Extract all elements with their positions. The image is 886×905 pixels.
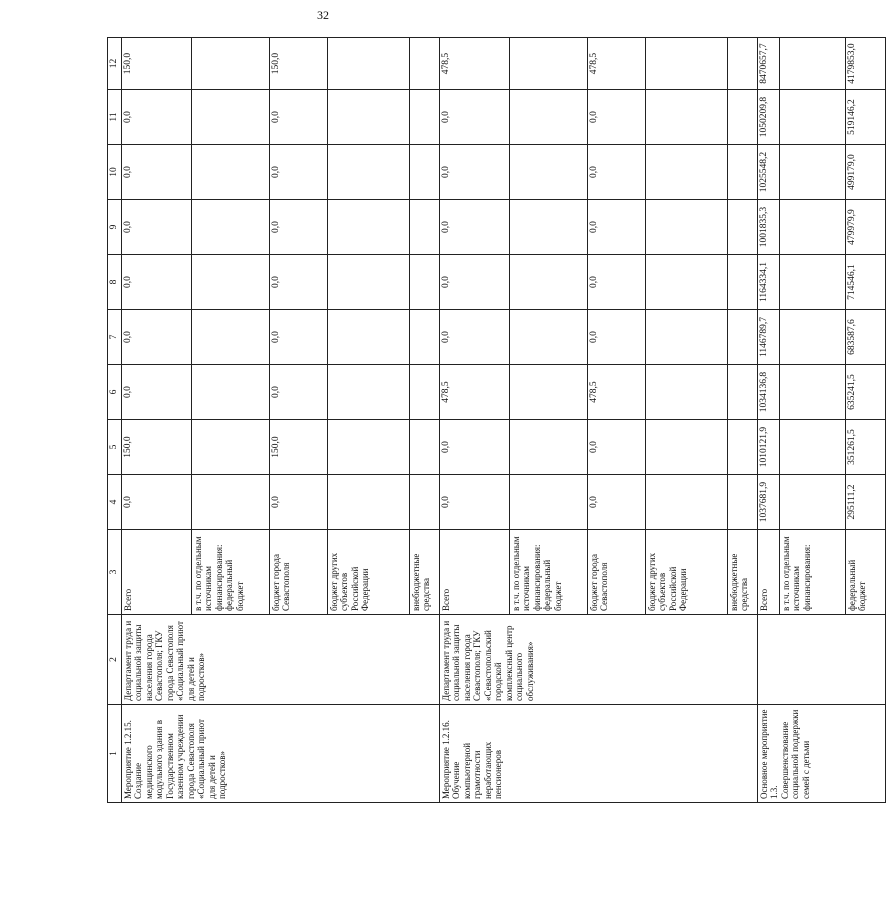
- value-cell: 295111,2: [845, 475, 885, 530]
- value-cell: 1010121,9: [757, 420, 779, 475]
- value-cell: [191, 365, 269, 420]
- value-cell: [327, 145, 409, 200]
- value-cell: [645, 145, 727, 200]
- value-cell: 351261,5: [845, 420, 885, 475]
- value-cell: 0,0: [121, 255, 191, 310]
- value-cell: [327, 200, 409, 255]
- value-cell: [327, 310, 409, 365]
- source-cell: бюджет других субъектов Российской Федерации: [327, 530, 409, 615]
- value-cell: [327, 420, 409, 475]
- value-cell: 1037681,9: [757, 475, 779, 530]
- value-cell: 714546,1: [845, 255, 885, 310]
- value-cell: 1001835,3: [757, 200, 779, 255]
- value-cell: [409, 475, 439, 530]
- value-cell: 519146,2: [845, 90, 885, 145]
- value-cell: 0,0: [121, 145, 191, 200]
- value-cell: [779, 90, 845, 145]
- source-cell: бюджет города Севастополя: [587, 530, 645, 615]
- rotated-table-wrapper: [107, 38, 867, 803]
- value-cell: [191, 420, 269, 475]
- value-cell: [409, 365, 439, 420]
- value-cell: [409, 200, 439, 255]
- column-number: 1: [108, 705, 122, 803]
- value-cell: [327, 90, 409, 145]
- value-cell: 0,0: [587, 255, 645, 310]
- source-cell: федеральный бюджет: [845, 530, 885, 615]
- column-number: 12: [108, 38, 122, 90]
- source-cell: бюджет города Севастополя: [269, 530, 327, 615]
- value-cell: [509, 38, 587, 90]
- measure-cell: Мероприятие 1.2.16. Обучение компьютерной грамотности неработающих пенсионеров: [439, 705, 757, 803]
- value-cell: 0,0: [269, 475, 327, 530]
- executor-cell: Департамент труда и социальной защиты населения города Севастополя; ГКУ города Севастополя «Социальный приют для детей и подростков»: [121, 615, 439, 705]
- value-cell: [327, 365, 409, 420]
- value-cell: 0,0: [121, 200, 191, 255]
- value-cell: [645, 420, 727, 475]
- page-number: 32: [317, 8, 329, 22]
- value-cell: [727, 475, 757, 530]
- value-cell: [409, 255, 439, 310]
- value-cell: [727, 90, 757, 145]
- value-cell: 150,0: [121, 420, 191, 475]
- value-cell: 0,0: [587, 310, 645, 365]
- value-cell: [327, 475, 409, 530]
- source-cell: Всего: [439, 530, 509, 615]
- measure-cell: Мероприятие 1.2.15. Создание медицинского модульного здания в Государственном казенном учреждении города Севастополя «Социальный приют для детей и подростков»: [121, 705, 439, 803]
- value-cell: 635241,5: [845, 365, 885, 420]
- value-cell: 683587,6: [845, 310, 885, 365]
- executor-cell: [757, 615, 885, 705]
- value-cell: [727, 365, 757, 420]
- value-cell: [509, 90, 587, 145]
- value-cell: [779, 38, 845, 90]
- column-number: 4: [108, 475, 122, 530]
- value-cell: [409, 420, 439, 475]
- value-cell: 0,0: [439, 310, 509, 365]
- value-cell: [409, 38, 439, 90]
- value-cell: [645, 200, 727, 255]
- executor-cell: Департамент труда и социальной защиты населения города Севастополя; ГКУ «Севастопольский городской комплексный центр социального обслуживания»: [439, 615, 757, 705]
- value-cell: 1050209,8: [757, 90, 779, 145]
- value-cell: [645, 255, 727, 310]
- table-row: [757, 38, 779, 803]
- value-cell: 478,5: [587, 38, 645, 90]
- value-cell: 0,0: [587, 200, 645, 255]
- value-cell: [779, 200, 845, 255]
- value-cell: [779, 475, 845, 530]
- financing-table: [107, 37, 886, 803]
- value-cell: 0,0: [439, 420, 509, 475]
- value-cell: [191, 310, 269, 365]
- source-cell: бюджет других субъектов Российской Федерации: [645, 530, 727, 615]
- value-cell: [779, 145, 845, 200]
- value-cell: [645, 38, 727, 90]
- value-cell: [191, 200, 269, 255]
- value-cell: [727, 255, 757, 310]
- measure-cell: Основное мероприятие 1.3. Совершенствование социальной поддержки семей с детьми: [757, 705, 885, 803]
- value-cell: [191, 145, 269, 200]
- value-cell: [509, 420, 587, 475]
- value-cell: [727, 145, 757, 200]
- column-number: 10: [108, 145, 122, 200]
- source-cell: внебюджетные средства: [727, 530, 757, 615]
- value-cell: 0,0: [121, 475, 191, 530]
- column-number-row: [108, 38, 122, 803]
- value-cell: [327, 38, 409, 90]
- value-cell: [409, 90, 439, 145]
- value-cell: 0,0: [269, 200, 327, 255]
- value-cell: [645, 365, 727, 420]
- table-row: [439, 38, 509, 803]
- value-cell: [509, 475, 587, 530]
- value-cell: [645, 90, 727, 145]
- value-cell: 1164334,1: [757, 255, 779, 310]
- value-cell: [409, 310, 439, 365]
- value-cell: 1034136,8: [757, 365, 779, 420]
- column-number: 3: [108, 530, 122, 615]
- value-cell: [509, 255, 587, 310]
- value-cell: 150,0: [269, 38, 327, 90]
- value-cell: [509, 310, 587, 365]
- source-cell: в т.ч. по отдельным источникам финансирования: федеральный бюджет: [509, 530, 587, 615]
- value-cell: 0,0: [439, 200, 509, 255]
- value-cell: 0,0: [269, 90, 327, 145]
- value-cell: 8470657,7: [757, 38, 779, 90]
- value-cell: 0,0: [269, 310, 327, 365]
- value-cell: [779, 365, 845, 420]
- column-number: 7: [108, 310, 122, 365]
- value-cell: [779, 420, 845, 475]
- column-number: 2: [108, 615, 122, 705]
- value-cell: 0,0: [439, 255, 509, 310]
- value-cell: [727, 310, 757, 365]
- value-cell: 150,0: [269, 420, 327, 475]
- value-cell: 0,0: [121, 90, 191, 145]
- value-cell: [327, 255, 409, 310]
- value-cell: 0,0: [439, 475, 509, 530]
- value-cell: [191, 38, 269, 90]
- value-cell: 499179,0: [845, 145, 885, 200]
- value-cell: 478,5: [587, 365, 645, 420]
- source-cell: Всего: [121, 530, 191, 615]
- table-body: [108, 38, 886, 803]
- column-number: 11: [108, 90, 122, 145]
- column-number: 9: [108, 200, 122, 255]
- value-cell: [727, 38, 757, 90]
- value-cell: 478,5: [439, 365, 509, 420]
- value-cell: [779, 255, 845, 310]
- value-cell: 479979,9: [845, 200, 885, 255]
- value-cell: [727, 200, 757, 255]
- value-cell: [727, 420, 757, 475]
- value-cell: 0,0: [439, 90, 509, 145]
- column-number: 5: [108, 420, 122, 475]
- value-cell: [191, 90, 269, 145]
- value-cell: [509, 145, 587, 200]
- value-cell: 0,0: [587, 145, 645, 200]
- value-cell: 0,0: [439, 145, 509, 200]
- table-row: [121, 38, 191, 803]
- value-cell: 0,0: [269, 255, 327, 310]
- value-cell: 1025548,2: [757, 145, 779, 200]
- value-cell: [645, 475, 727, 530]
- value-cell: 0,0: [587, 475, 645, 530]
- value-cell: 4179853,0: [845, 38, 885, 90]
- value-cell: 478,5: [439, 38, 509, 90]
- value-cell: 0,0: [587, 420, 645, 475]
- source-cell: в т.ч. по отдельным источникам финансирования: федеральный бюджет: [191, 530, 269, 615]
- column-number: 8: [108, 255, 122, 310]
- value-cell: [509, 200, 587, 255]
- value-cell: 150,0: [121, 38, 191, 90]
- value-cell: 0,0: [269, 365, 327, 420]
- source-cell: Всего: [757, 530, 779, 615]
- value-cell: 0,0: [269, 145, 327, 200]
- value-cell: [645, 310, 727, 365]
- source-cell: в т.ч. по отдельным источникам финансирования:: [779, 530, 845, 615]
- column-number: 6: [108, 365, 122, 420]
- value-cell: [409, 145, 439, 200]
- value-cell: 1146789,7: [757, 310, 779, 365]
- value-cell: 0,0: [121, 365, 191, 420]
- value-cell: [509, 365, 587, 420]
- value-cell: 0,0: [121, 310, 191, 365]
- source-cell: внебюджетные средства: [409, 530, 439, 615]
- value-cell: [779, 310, 845, 365]
- value-cell: 0,0: [587, 90, 645, 145]
- value-cell: [191, 255, 269, 310]
- value-cell: [191, 475, 269, 530]
